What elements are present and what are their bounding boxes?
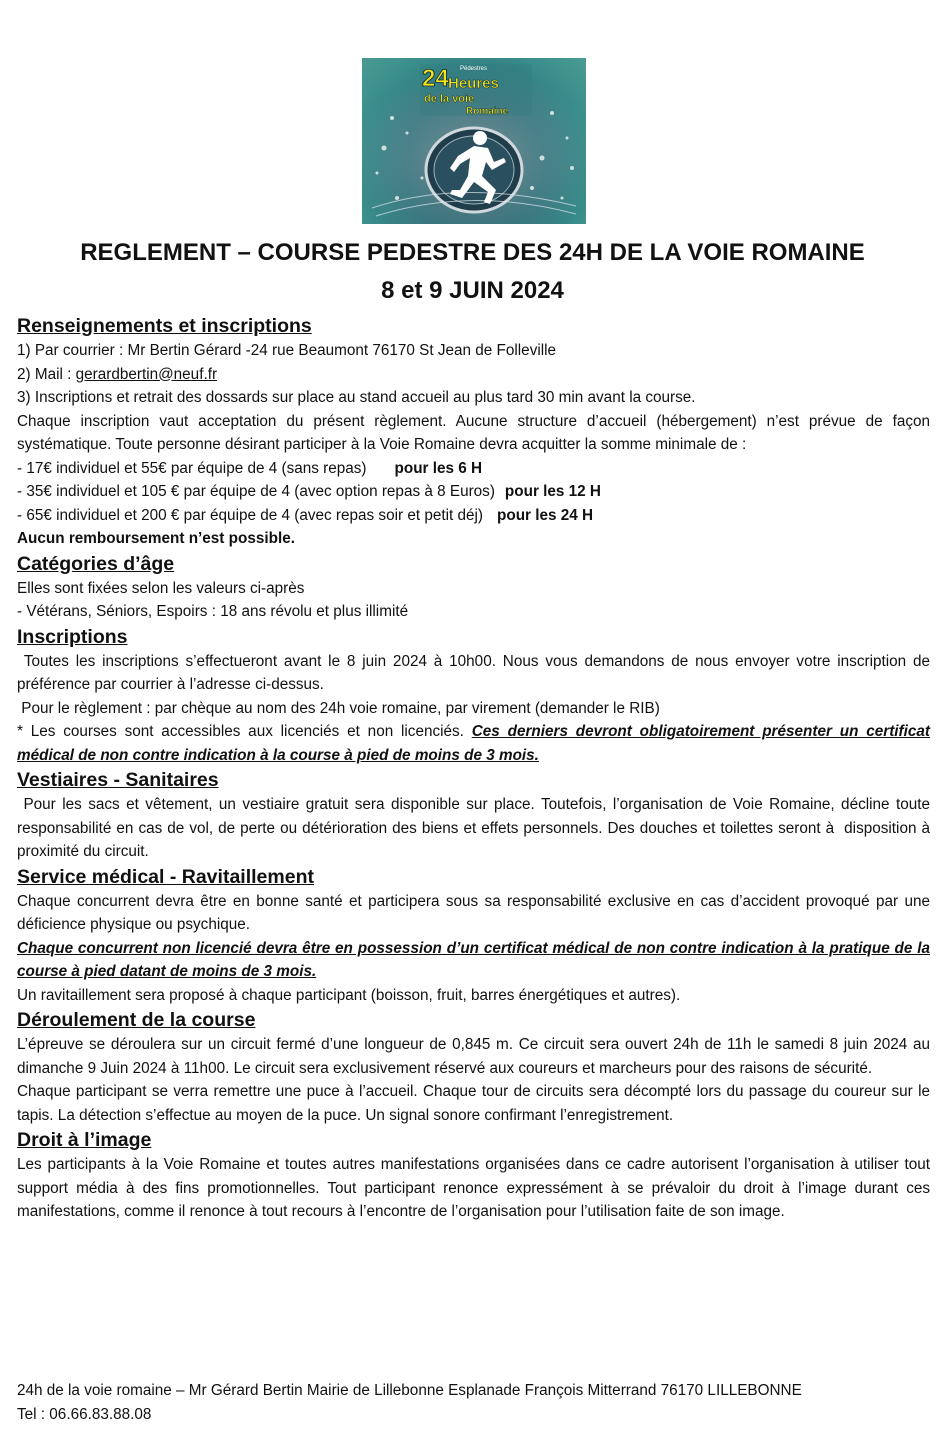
logo-small: Pédestres [460, 66, 488, 72]
categories-list: - Vétérans, Séniors, Espoirs : 18 ans révolu et plus illimité [17, 603, 409, 620]
contact-mail-label: 2) Mail : [17, 365, 76, 383]
price-text: - 17€ individuel et 55€ par équipe de 4 (sans repas) [17, 459, 367, 477]
footer-address: 24h de la voie romaine – Mr Gérard Bertin Mairie de Lillebonne Esplanade François Mitterrand 76170 LILLEBONNE [17, 1382, 802, 1399]
document-title: REGLEMENT – COURSE PEDESTRE DES 24H DE LA VOIE ROMAINE [80, 239, 865, 266]
heading-vestiaires: Vestiaires - Sanitaires [17, 769, 219, 791]
logo-hours: Heures [448, 75, 499, 92]
deroulement-circuit: L’épreuve se déroulera sur un circuit fermé d’une longueur de 0,845 m. Ce circuit sera ouvert 24h de 11h le samedi 8 juin 2024 au dimanche 9 Juin 2024 à 11h00. Le circuit sera exclusivement réservé aux coureurs et marcheurs pour des raisons de sécurité. [17, 1036, 930, 1077]
email-link[interactable]: gerardbertin@neuf.fr [75, 365, 218, 383]
price-duration: pour les 6 H [394, 459, 483, 477]
logo-romaine: Romaine [466, 106, 509, 117]
logo-voie: de la voie [424, 93, 475, 105]
inscriptions-deadline: Toutes les inscriptions s’effectueront avant le 8 juin 2024 à 10h00. Nous vous demandons de nous envoyer votre inscription de préférence par courrier à l’adresse ci-dessus. [17, 652, 935, 693]
logo-number: 24 [422, 65, 449, 92]
price-duration: pour les 24 H [497, 506, 594, 524]
medical-supply: Un ravitaillement sera proposé à chaque participant (boisson, fruit, barres énergétiques et autres). [17, 986, 681, 1004]
footer [17, 1379, 930, 1426]
contact-post: 1) Par courrier : Mr Bertin Gérard -24 rue Beaumont 76170 St Jean de Folleville [17, 342, 557, 359]
price-text: - 35€ individuel et 105 € par équipe de 4 (avec option repas à 8 Euros) [17, 483, 495, 500]
acceptance-paragraph: Chaque inscription vaut acceptation du présent règlement. Aucune structure d’accueil (hébergement) n’est prévue de façon systématique. Toute personne désirant participer à la Voie Romaine devra acquitter la somme minimale de : [17, 412, 930, 453]
heading-medical: Service médical - Ravitaillement [17, 865, 314, 888]
no-refund-notice: Aucun remboursement n’est possible. [17, 530, 295, 547]
vestiaires-paragraph: Pour les sacs et vêtement, un vestiaire gratuit sera disponible sur place. Toutefois, l’organisation de Voie Romaine, décline toute responsabilité en cas de vol, de perte ou détérioration des biens et effets personnels. Des douches et toilettes seront à disposition à proximité du circuit. [17, 796, 935, 860]
medical-health: Chaque concurrent devra être en bonne santé et participera sous sa responsabilité exclusive en cas d’accident provoqué par une déficience physique ou psychique. [17, 892, 930, 933]
heading-renseignements: Renseignements et inscriptions [17, 315, 312, 337]
contact-mail [17, 363, 930, 387]
price-row-12h [17, 480, 930, 504]
inscriptions-payment: Pour le règlement : par chèque au nom des 24h voie romaine, par virement (demander le RIB) [17, 699, 660, 717]
runner-logo-graphic [362, 58, 586, 224]
medical-certificate-warning: Chaque concurrent non licencié devra être en possession d’un certificat médical de non contre indication à la pratique de la course à pied datant de moins de 3 mois. [17, 939, 930, 980]
inscriptions-licence [17, 720, 930, 767]
price-row-6h [17, 457, 930, 481]
heading-inscriptions: Inscriptions [17, 625, 128, 648]
heading-deroulement: Déroulement de la course [17, 1009, 256, 1031]
price-row-24h [17, 504, 930, 528]
contact-onsite: 3) Inscriptions et retrait des dossards sur place au stand accueil au plus tard 30 min avant la course. [17, 389, 696, 406]
logo-title [420, 64, 532, 117]
image-rights-paragraph: Les participants à la Voie Romaine et toutes autres manifestations organisées dans ce cadre autorisent l’organisation à utiliser tout support média à des fins promotionnelles. Tout participant renonce expressément à se prévaloir du droit à l’image durant ces manifestations, comme il renonce à tout recours à l’encontre de l’organisation pour l’utilisation faite de son image. [17, 1156, 930, 1220]
certificate-warning: Ces derniers devront obligatoirement présenter un certificat médical de non contre indication à la course à pied de moins de 3 mois. [17, 723, 930, 764]
document-dates: 8 et 9 JUIN 2024 [381, 277, 564, 304]
deroulement-chip: Chaque participant se verra remettre une puce à l’accueil. Chaque tour de circuits sera décompté lors du passage du coureur sur le tapis. La détection s’effectue au moyen de la puce. Un signal sonore confirmant l’enregistrement. [17, 1083, 930, 1124]
price-duration: pour les 12 H [504, 483, 601, 500]
licence-text: * Les courses sont accessibles aux licenciés et non licenciés. [17, 723, 472, 740]
footer-phone: Tel : 06.66.83.88.08 [17, 1405, 152, 1423]
price-text: - 65€ individuel et 200 € par équipe de 4 (avec repas soir et petit déj) [17, 506, 483, 524]
event-logo [362, 58, 586, 224]
heading-categories: Catégories d’âge [17, 552, 175, 575]
categories-intro: Elles sont fixées selon les valeurs ci-après [17, 579, 305, 597]
heading-image: Droit à l’image [17, 1129, 152, 1151]
rules-body [17, 313, 935, 1224]
